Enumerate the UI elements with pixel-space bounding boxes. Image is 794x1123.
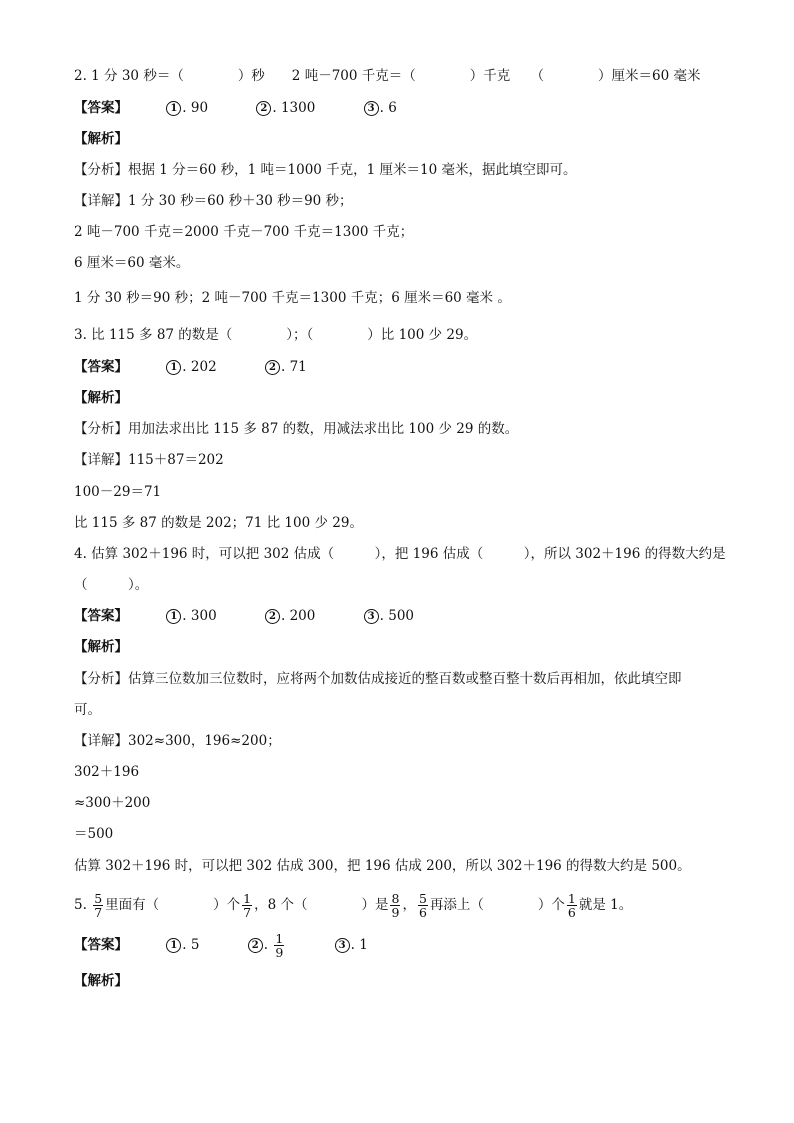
analysis-text: 【分析】估算三位数加三位数时，应将两个加数估成接近的整百数或整百整十数后再相加，依此填空即 (74, 671, 682, 687)
detail-line: 302＋196 (74, 764, 140, 780)
jiexi-heading: 【解析】 (74, 390, 128, 406)
denominator: 9 (275, 945, 284, 960)
denominator: 9 (391, 905, 400, 920)
answer-value: 71 (289, 359, 307, 375)
answer-row-q5 (74, 930, 714, 960)
detail-line: 估算 302＋196 时，可以把 302 估成 300，把 196 估成 200，所以 302＋196 的得数大约是 500。 (74, 858, 691, 874)
detail-line: ≈300＋200 (74, 795, 151, 811)
question-text: ，8 个（ ）是 (254, 897, 389, 913)
jiexi-heading: 【解析】 (74, 973, 128, 989)
answer-item-1: 1 . 300 (166, 606, 216, 626)
numerator: 5 (418, 891, 427, 906)
question-text: 里面有（ ）个 (105, 897, 241, 913)
answer-tag: 【答案】 (74, 937, 128, 953)
circle-number-1: 1 (166, 360, 181, 375)
detail-line: 比 115 多 87 的数是 202；71 比 100 少 29。 (74, 515, 363, 531)
answer-item-3: 3 . 6 (364, 98, 397, 118)
detail-line: 6 厘米＝60 毫米。 (74, 255, 190, 271)
jiexi-heading: 【解析】 (74, 639, 128, 655)
detail-line: 【详解】1 分 30 秒＝60 秒＋30 秒＝90 秒； (74, 193, 353, 209)
circle-number-2: 2 (248, 938, 263, 953)
jiexi-heading: 【解析】 (74, 131, 128, 147)
question-4: 4. 估算 302＋196 时，可以把 302 估成（ ），把 196 估成（ ），所以 302＋196 的得数大约是 (74, 546, 726, 562)
answer-item-3: 3 . 1 (335, 930, 368, 960)
circle-number-2: 2 (265, 609, 280, 624)
answer-value: 300 (190, 608, 217, 624)
circle-number-1: 1 (166, 938, 181, 953)
circle-number-3: 3 (335, 938, 350, 953)
answer-value: 200 (289, 608, 316, 624)
denominator: 7 (94, 905, 103, 920)
detail-line: ＝500 (74, 826, 114, 842)
circle-number-1: 1 (166, 609, 181, 624)
denominator: 6 (418, 905, 427, 920)
question-text: ， (402, 897, 416, 913)
answer-row-q2 (74, 98, 714, 118)
fraction-1-7 (242, 892, 252, 919)
fraction-1-6 (567, 892, 577, 919)
answer-value: 1300 (280, 100, 316, 116)
answer-value: 500 (388, 608, 415, 624)
detail-line: 100－29＝71 (74, 484, 162, 500)
numerator: 5 (94, 891, 103, 906)
answer-tag: 【答案】 (74, 359, 128, 375)
answer-row-q3 (74, 357, 714, 377)
answer-value: 202 (190, 359, 217, 375)
answer-row-q4 (74, 606, 714, 626)
answer-item-2: 2 . 200 (265, 606, 315, 626)
circle-number-3: 3 (364, 101, 379, 116)
answer-item-1: 1 . 5 (166, 930, 199, 960)
numerator: 1 (275, 931, 284, 946)
question-text: 就是 1。 (578, 897, 633, 913)
question-5 (74, 890, 714, 920)
fraction-5-7 (93, 892, 103, 919)
answer-tag: 【答案】 (74, 100, 128, 116)
answer-item-2: 2 . 1300 (256, 98, 315, 118)
question-4-cont: （ ）。 (74, 577, 149, 593)
denominator: 6 (567, 905, 576, 920)
detail-line: 【详解】115＋87＝202 (74, 452, 224, 468)
circle-number-2: 2 (265, 360, 280, 375)
analysis-text-cont: 可。 (74, 702, 101, 718)
answer-tag: 【答案】 (74, 608, 128, 624)
numerator: 1 (567, 891, 576, 906)
question-text: 再添上（ ）个 (429, 897, 565, 913)
denominator: 7 (243, 905, 252, 920)
fraction-1-9 (274, 932, 284, 959)
answer-item-1: 1 . 90 (166, 98, 208, 118)
fraction-5-6 (418, 892, 428, 919)
answer-value: 5 (190, 937, 200, 953)
answer-value: 6 (388, 100, 397, 116)
answer-item-2: 2 . 71 (265, 357, 307, 377)
question-number: 5. (74, 897, 87, 913)
fraction-8-9 (390, 892, 400, 919)
answer-item-2: 2 . $\frac{1}{9}$ (248, 930, 287, 960)
analysis-text: 【分析】根据 1 分＝60 秒，1 吨＝1000 千克，1 厘米＝10 毫米，据此填空即可。 (74, 162, 577, 178)
answer-value: 1 (359, 937, 368, 953)
circle-number-2: 2 (256, 101, 271, 116)
detail-line: 1 分 30 秒＝90 秒；2 吨－700 千克＝1300 千克；6 厘米＝60 毫米 。 (74, 290, 511, 306)
answer-item-1: 1 . 202 (166, 357, 216, 377)
numerator: 1 (243, 891, 252, 906)
numerator: 8 (391, 891, 400, 906)
question-3: 3. 比 115 多 87 的数是（ ）；（ ）比 100 少 29。 (74, 327, 478, 343)
question-2: 2. 1 分 30 秒＝（ ）秒 2 吨－700 千克＝（ ）千克 （ ）厘米＝60 毫米 (74, 68, 701, 84)
analysis-text: 【分析】用加法求出比 115 多 87 的数，用减法求出比 100 少 29 的数。 (74, 421, 519, 437)
detail-line: 【详解】302≈300，196≈200； (74, 733, 281, 749)
answer-item-3: 3 . 500 (364, 606, 414, 626)
circle-number-3: 3 (364, 609, 379, 624)
detail-line: 2 吨－700 千克＝2000 千克－700 千克＝1300 千克； (74, 224, 414, 240)
answer-value: 90 (190, 100, 209, 116)
circle-number-1: 1 (166, 101, 181, 116)
